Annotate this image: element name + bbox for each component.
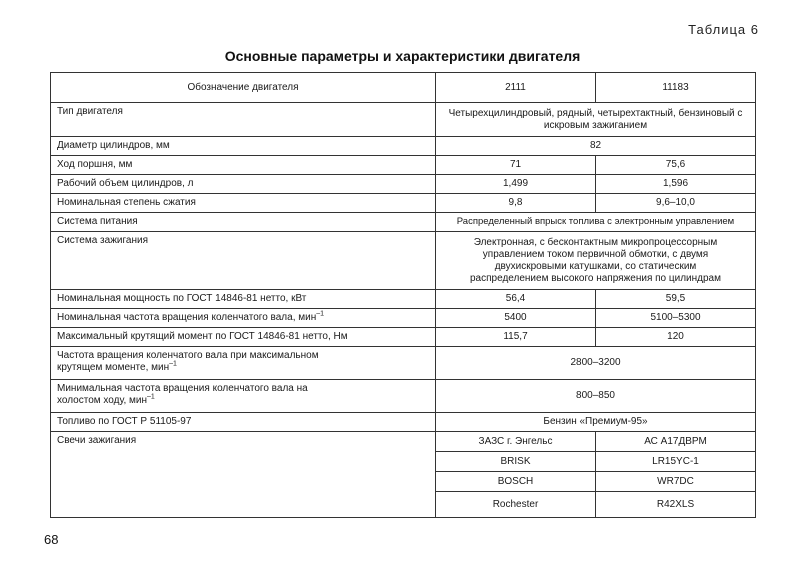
spark-plug-model: WR7DC <box>596 472 756 492</box>
row-value: Четырехцилиндровый, рядный, четырехтактный, бензиновый с искровым зажиганием <box>436 103 756 137</box>
row-ignition <box>51 232 756 290</box>
label-sup: –1 <box>169 360 177 368</box>
header-engine-11183: 11183 <box>596 73 756 103</box>
row-label: Тип двигателя <box>51 103 436 137</box>
row-fuel-system <box>51 213 756 232</box>
row-label: Ход поршня, мм <box>51 156 436 175</box>
spark-plug-model: АС А17ДВРМ <box>596 432 756 452</box>
row-label: Номинальная степень сжатия <box>51 194 436 213</box>
header-param-cell: Обозначение двигателя <box>51 73 436 103</box>
table-title: Основные параметры и характеристики двигателя <box>224 48 581 64</box>
row-value: 82 <box>436 137 756 156</box>
row-value-11183: 5100–5300 <box>596 309 756 328</box>
row-idle-speed <box>51 380 756 413</box>
row-rated-speed <box>51 309 756 328</box>
label-sup: –1 <box>316 310 325 318</box>
row-value-2111: 115,7 <box>436 328 596 347</box>
row-label: Диаметр цилиндров, мм <box>51 137 436 156</box>
engine-spec-table <box>50 72 756 518</box>
header-row <box>51 73 756 103</box>
row-label <box>51 309 436 328</box>
label-text: Номинальная частота вращения коленчатого вала, мин <box>57 312 317 323</box>
row-value: 2800–3200 <box>436 347 756 380</box>
row-label: Номинальная мощность по ГОСТ 14846-81 нетто, кВт <box>51 290 436 309</box>
row-label: Система зажигания <box>51 232 436 290</box>
row-value-2111: 71 <box>436 156 596 175</box>
spark-plug-maker: BRISK <box>436 452 596 472</box>
row-value-2111: 56,4 <box>436 290 596 309</box>
row-value: Электронная, с бесконтактным микропроцессорным управлением током первичной обмотки, с двумя двухискровыми катушками, со статическим распределением высокого напряжения по цилиндрам <box>436 232 756 290</box>
label-text: Минимальная частота вращения коленчатого вала на холостом ходу, мин <box>57 383 308 406</box>
row-engine-type <box>51 103 756 137</box>
row-value-2111: 9,8 <box>436 194 596 213</box>
row-fuel <box>51 413 756 432</box>
row-value-11183: 9,6–10,0 <box>596 194 756 213</box>
row-max-torque <box>51 328 756 347</box>
row-torque-speed <box>51 347 756 380</box>
page-number: 68 <box>44 532 59 547</box>
label-sup: –1 <box>147 393 155 401</box>
spark-plug-maker: ЗАЗС г. Энгельс <box>436 432 596 452</box>
row-label: Рабочий объем цилиндров, л <box>51 175 436 194</box>
row-bore <box>51 137 756 156</box>
row-power <box>51 290 756 309</box>
row-displacement <box>51 175 756 194</box>
row-label: Свечи зажигания <box>51 432 436 518</box>
label-text: Частота вращения коленчатого вала при максимальном крутящем моменте, мин <box>57 350 319 373</box>
row-value-11183: 59,5 <box>596 290 756 309</box>
row-stroke <box>51 156 756 175</box>
spark-plug-maker: BOSCH <box>436 472 596 492</box>
row-value-11183: 120 <box>596 328 756 347</box>
row-value-11183: 1,596 <box>596 175 756 194</box>
spark-plug-model: R42XLS <box>596 492 756 518</box>
row-value-11183: 75,6 <box>596 156 756 175</box>
table-number: Таблица 6 <box>688 22 759 37</box>
row-label <box>51 347 436 380</box>
row-value-2111: 5400 <box>436 309 596 328</box>
spark-plug-maker: Rochester <box>436 492 596 518</box>
row-spark-plugs <box>51 432 756 452</box>
row-label: Топливо по ГОСТ Р 51105-97 <box>51 413 436 432</box>
row-label <box>51 380 436 413</box>
row-value: Распределенный впрыск топлива с электронным управлением <box>436 213 756 232</box>
spark-plug-model: LR15YC-1 <box>596 452 756 472</box>
row-label: Система питания <box>51 213 436 232</box>
row-value: 800–850 <box>436 380 756 413</box>
row-value: Бензин «Премиум-95» <box>436 413 756 432</box>
row-label: Максимальный крутящий момент по ГОСТ 14846-81 нетто, Нм <box>51 328 436 347</box>
header-engine-2111: 2111 <box>436 73 596 103</box>
row-compression <box>51 194 756 213</box>
row-value-2111: 1,499 <box>436 175 596 194</box>
